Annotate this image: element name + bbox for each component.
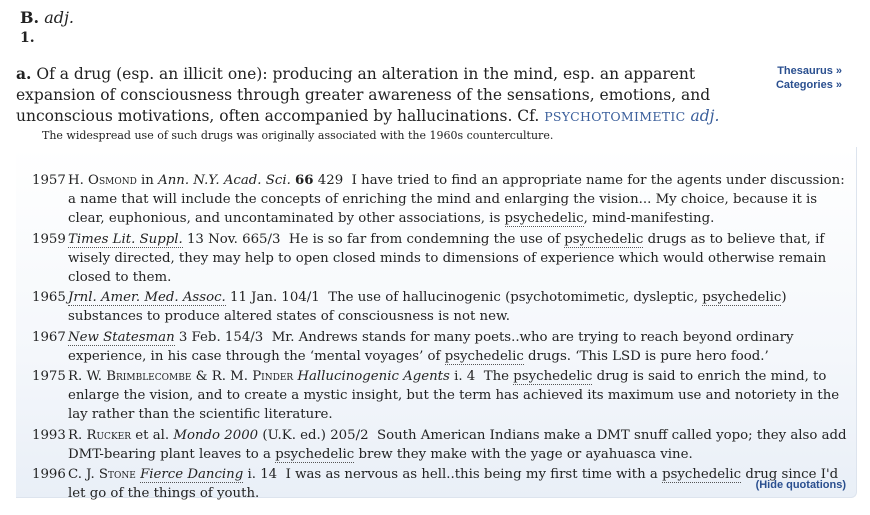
quotation-year: 1959 — [32, 231, 66, 247]
cross-reference-pos: adj. — [690, 107, 720, 125]
quotation-source: Hallucinogenic Agents — [297, 369, 450, 384]
quotation-year: 1996 — [32, 467, 66, 482]
quotation-text-after: drug since I'd let go of the things of youth. — [68, 467, 839, 501]
quotation-text-before: The use of hallucinogenic (psychotomimetic, dysleptic, — [328, 290, 699, 305]
quotation-keyword: psychedelic — [513, 369, 593, 384]
quotation — [32, 367, 847, 424]
quotation-source[interactable]: Fierce Dancing — [140, 467, 244, 482]
quotation-text-after: brew they make with the yage or ayahuasca vine. — [358, 446, 693, 462]
quotation-text-after: drugs as to believe that, if wisely directed, they may help to open closed minds to dimensions of experience which would otherwise remain closed to them. — [68, 231, 827, 285]
pos-label: adj. — [44, 8, 75, 27]
quotation-connector: et al. — [135, 427, 170, 443]
quotation-year: 1957 — [32, 173, 66, 188]
quotation-author: H. Osmond — [68, 173, 137, 188]
usage-note: The widespread use of such drugs was originally associated with the 1960s counterculture. — [42, 129, 554, 142]
quotation-year: 1975 — [32, 369, 66, 384]
quotation-volume: 66 — [295, 173, 314, 188]
quotation-author: R. W. Brimblecombe & R. M. Pinder — [68, 369, 294, 384]
pos-letter: B. — [20, 8, 40, 27]
quotation-ref: 13 Nov. 665/3 — [186, 231, 281, 247]
quotation-connector: in — [141, 173, 154, 188]
sense-number: 1. — [20, 30, 35, 46]
quotation-year: 1965 — [32, 290, 66, 305]
quotation-text-before: The — [483, 369, 510, 384]
quotation-keyword: psychedelic — [275, 446, 355, 462]
quotation-text-after: drug is said to enrich the mind, to enlarge the vision, and to create a mystic insight, but the term has achieved its maximum use and notoriety in the lay rather than the scientific literature. — [68, 369, 840, 422]
quotations-list — [32, 171, 847, 505]
quotation-ref: i. 4 — [454, 369, 476, 384]
quotation — [32, 426, 847, 464]
quotation-keyword: psychedelic — [662, 467, 742, 482]
quotation-ref: i. 14 — [247, 467, 278, 482]
quotation-year: 1967 — [32, 329, 66, 345]
side-links — [776, 64, 842, 92]
quotation-text-after: , mind-manifesting. — [583, 211, 715, 226]
quotation-year: 1993 — [32, 427, 66, 443]
quotation-text-before: South American Indians make a DMT snuff called yopo; they also add DMT-bearing plant leaves to a — [68, 427, 847, 462]
quotation-text-before: I was as nervous as hell..this being my first time with a — [285, 467, 658, 482]
quotation-source[interactable]: Jrnl. Amer. Med. Assoc. — [68, 290, 226, 305]
cross-reference-link[interactable]: PSYCHOTOMIMETIC — [544, 109, 686, 124]
quotation-author: R. Rucker — [68, 427, 132, 443]
quotation-source[interactable]: New Statesman — [68, 329, 175, 345]
quotation-text-after: ) substances to produce altered states of consciousness is not new. — [68, 290, 787, 324]
quotation — [32, 288, 847, 326]
quotation — [32, 171, 847, 228]
quotation-text-before: He is so far from condemning the use of — [288, 231, 561, 247]
quotation-ref: 11 Jan. 104/1 — [230, 290, 320, 305]
quotation-author: C. J. Stone — [68, 467, 136, 482]
definition-text: Of a drug (esp. an illicit one): producing an alteration in the mind, esp. an apparent expansion of consciousness through greater awareness of the sensations, emotions, and unconscious motivations, often accompanied by hallucinations. Cf. — [16, 65, 711, 125]
quotation-keyword: psychedelic — [702, 290, 782, 305]
definition — [16, 63, 776, 127]
quotation-source[interactable]: Times Lit. Suppl. — [68, 231, 183, 247]
definition-label: a. — [16, 64, 32, 83]
quotation-keyword: psychedelic — [504, 211, 584, 226]
quotation — [32, 465, 847, 503]
quotation-text-after: drugs. ‘This LSD is pure hero food.’ — [528, 348, 769, 364]
quotation-keyword: psychedelic — [564, 231, 644, 247]
categories-link[interactable]: Categories » — [775, 79, 842, 91]
quotation-ref: 3 Feb. 154/3 — [178, 329, 264, 345]
quotation-source: Mondo 2000 — [173, 427, 259, 443]
quotation-ref: 429 — [317, 173, 344, 188]
hide-quotations-link[interactable]: (Hide quotations) — [755, 479, 846, 491]
quotation-text-before: I have tried to find an appropriate name for the agents under discussion: a name that will include the concepts of enriching the mind and enlarging the vision... My choice, because it is clear, euphonious, and uncontaminated by other associations, is — [68, 173, 845, 226]
thesaurus-link[interactable]: Thesaurus » — [777, 65, 842, 77]
quotation-keyword: psychedelic — [444, 348, 524, 364]
quotation-text-before: Mr. Andrews stands for many poets..who are trying to reach beyond ordinary experience, in his case through the ‘mental voyages’ of — [68, 329, 794, 364]
quotation-source: Ann. N.Y. Acad. Sci. — [158, 173, 291, 188]
quotation — [32, 328, 847, 366]
quotation — [32, 230, 847, 287]
quotation-ref: 205/2 — [330, 427, 369, 443]
part-of-speech-header — [20, 8, 74, 28]
quotation-edition: (U.K. ed.) — [262, 427, 326, 443]
